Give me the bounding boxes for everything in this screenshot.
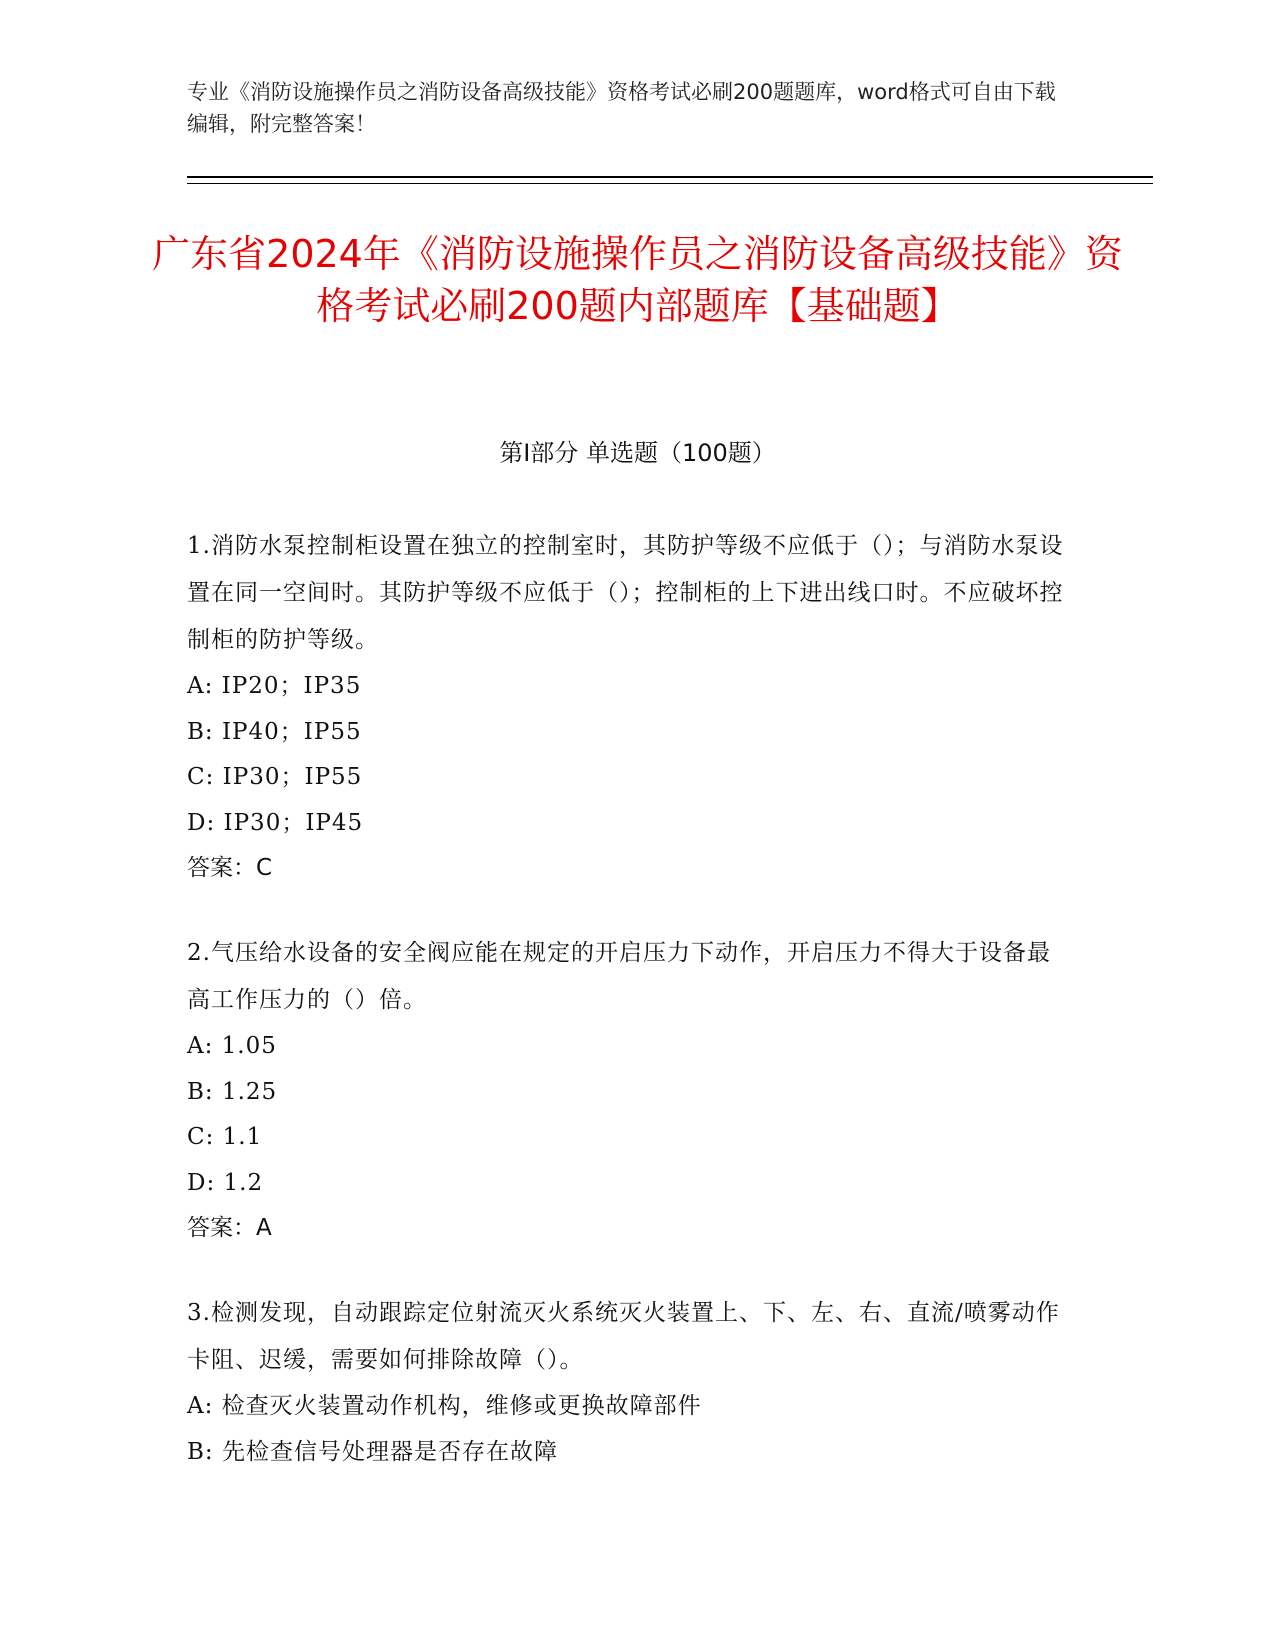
question-stem: 2.气压给水设备的安全阀应能在规定的开启压力下动作，开启压力不得大于设备最高工作压力的（）倍。	[187, 940, 1051, 1013]
question-stem: 1.消防水泵控制柜设置在独立的控制室时，其防护等级不应低于（）；与消防水泵设置在同一空间时。其防护等级不应低于（）；控制柜的上下进出线口时。不应破坏控制柜的防护等级。	[187, 533, 1064, 653]
question-3	[187, 1290, 1067, 1475]
option-a: A: IP20；IP35	[187, 673, 362, 699]
option-c: C: 1.1	[187, 1124, 263, 1150]
answer-line: 答案：C	[187, 855, 273, 881]
option-d: D: 1.2	[187, 1169, 264, 1196]
option-b: B: IP40；IP55	[187, 718, 362, 745]
question-2	[187, 930, 1067, 1251]
header-divider-thick	[187, 176, 1153, 178]
option-list	[187, 1024, 1067, 1206]
option-c: C: IP30；IP55	[187, 764, 363, 790]
option-list	[187, 1384, 1067, 1475]
option-a: A: 检查灭火装置动作机构，维修或更换故障部件	[187, 1393, 702, 1419]
answer-line: 答案：A	[187, 1215, 272, 1241]
option-a: A: 1.05	[187, 1033, 277, 1059]
option-d: D: IP30；IP45	[187, 809, 364, 836]
section-title: 第Ⅰ部分 单选题（100题）	[499, 439, 776, 467]
header-divider-thin	[187, 183, 1153, 184]
question-1	[187, 523, 1067, 891]
option-list	[187, 664, 1067, 846]
option-b: B: 先检查信号处理器是否存在故障	[187, 1438, 558, 1465]
document-title: 广东省2024年《消防设施操作员之消防设备高级技能》资格考试必刷200题内部题库【基础题】	[152, 232, 1123, 328]
option-b: B: 1.25	[187, 1078, 278, 1105]
question-stem: 3.检测发现，自动跟踪定位射流灭火系统灭火装置上、下、左、右、直流/喷雾动作卡阻、迟缓，需要如何排除故障（）。	[187, 1300, 1060, 1373]
header-note: 专业《消防设施操作员之消防设备高级技能》资格考试必刷200题题库，word格式可自由下载编辑，附完整答案！	[187, 80, 1056, 136]
